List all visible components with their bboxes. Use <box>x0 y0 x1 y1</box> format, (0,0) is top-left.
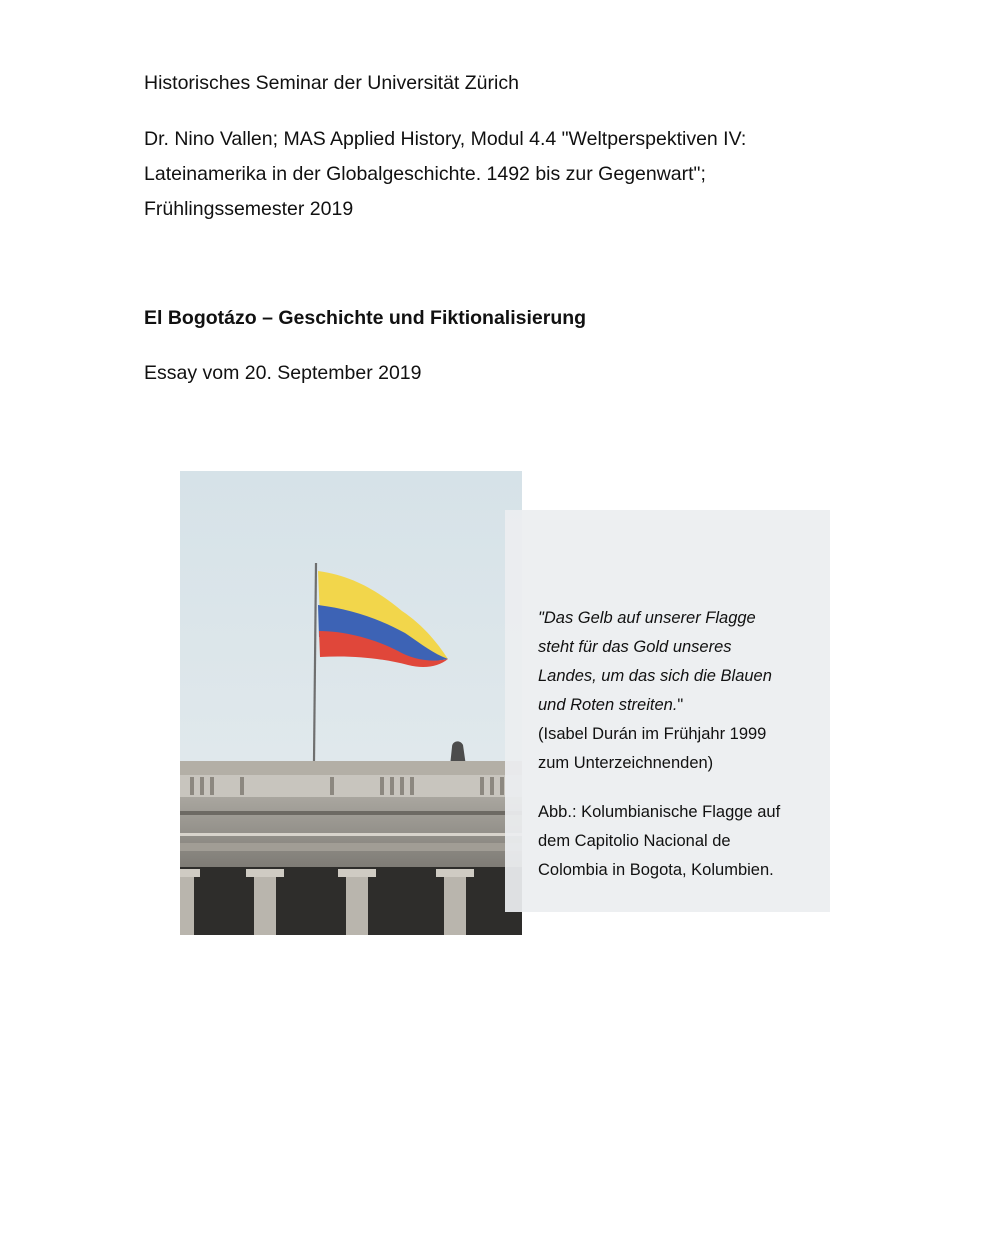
document-subtitle: Essay vom 20. September 2019 <box>144 362 422 384</box>
quote-line-4 <box>538 695 683 715</box>
quote-close-mark: " <box>677 696 684 714</box>
caption-line-1: Abb.: Kolumbianische Flagge auf <box>538 803 781 821</box>
course-line-1: Dr. Nino Vallen; MAS Applied History, Modul 4.4 "Weltperspektiven IV: <box>144 128 747 150</box>
quote-line-2: steht für das Gold unseres <box>538 638 732 656</box>
quote-line-4-text: und Roten streiten. <box>538 696 678 714</box>
attribution-line-1: (Isabel Durán im Frühjahr 1999 <box>538 725 767 743</box>
caption-line-2: dem Capitolio Nacional de <box>538 832 731 850</box>
quote-line-3: Landes, um das sich die Blauen <box>538 667 772 685</box>
quote-line-1: "Das Gelb auf unserer Flagge <box>538 609 756 627</box>
capitol-flag-image <box>180 471 522 935</box>
document-title: El Bogotázo – Geschichte und Fiktionalisierung <box>144 307 587 329</box>
course-line-3: Frühlingssemester 2019 <box>144 198 354 220</box>
flag-photo <box>180 471 522 935</box>
course-line-2: Lateinamerika in der Globalgeschichte. 1492 bis zur Gegenwart"; <box>144 163 706 185</box>
institution-name: Historisches Seminar der Universität Zürich <box>144 72 519 94</box>
attribution-line-2: zum Unterzeichnenden) <box>538 754 714 772</box>
caption-line-3: Colombia in Bogota, Kolumbien. <box>538 861 774 879</box>
